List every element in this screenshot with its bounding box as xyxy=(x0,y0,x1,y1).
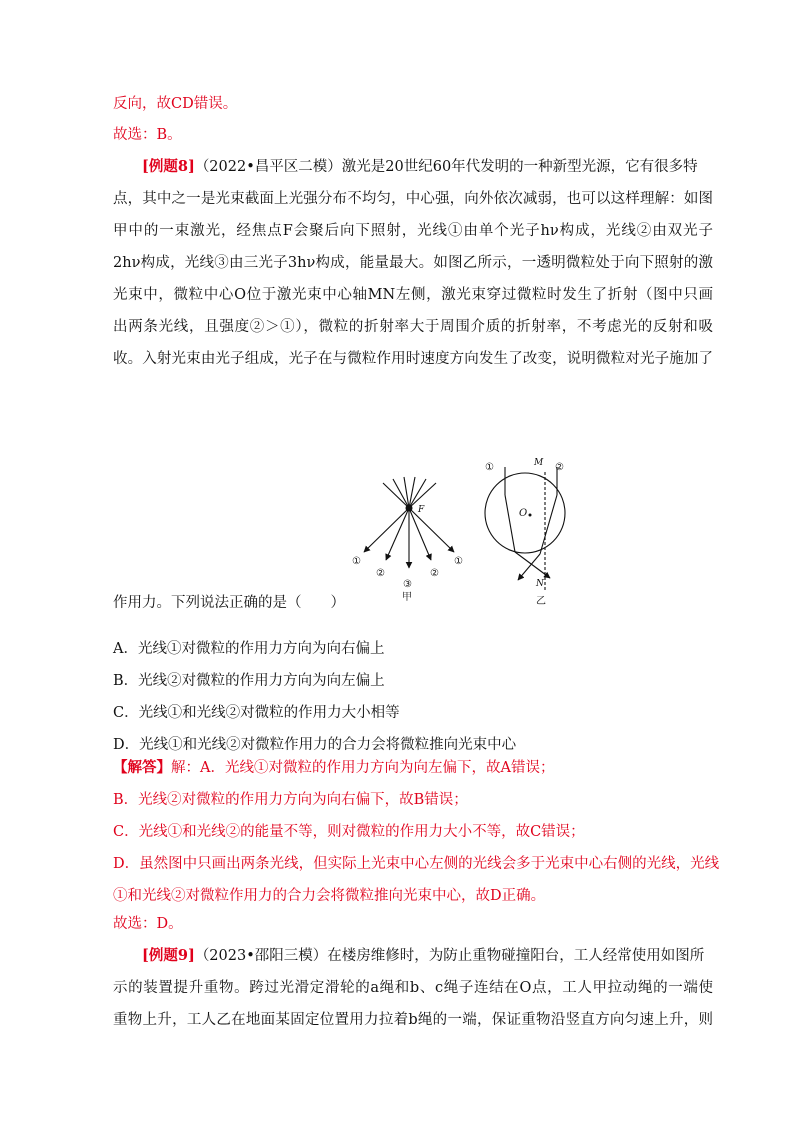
example-tag: [例题8] xyxy=(142,158,195,175)
figure-caption-yi: 乙 xyxy=(536,596,546,607)
focus-point xyxy=(406,505,413,512)
text-line: 收。入射光束由光子组成，光子在与微粒作用时速度方向发生了改变，说明微粒对光子施加了 xyxy=(113,351,713,367)
answer-line: C．光线①和光线②的能量不等，则对微粒的作用力大小不等，故C错误； xyxy=(113,824,585,840)
option-b: B．光线②对微粒的作用力方向为向左偏上 xyxy=(113,673,385,689)
ray-label: ③ xyxy=(403,579,412,590)
example-text: （2022•昌平区二模）激光是20世纪60年代发明的一种新型光源，它有很多特 xyxy=(194,159,698,175)
example-8-heading xyxy=(142,157,698,177)
figure-jia xyxy=(364,477,454,568)
axis-n-label: N xyxy=(536,579,544,589)
option-c: C．光线①和光线②对微粒的作用力大小相等 xyxy=(113,705,400,721)
particle-center xyxy=(529,514,532,517)
text-line: 点，其中之一是光束截面上光强分布不均匀，中心强，向外依次减弱，也可以这样理解：如图 xyxy=(113,191,713,207)
ray-label: ② xyxy=(430,568,439,579)
figure-yi xyxy=(485,467,565,590)
ray-label: ① xyxy=(352,556,361,567)
text-line: 示的装置提升重物。跨过光滑定滑轮的a绳和b、c绳子连结在O点，工人甲拉动绳的一端使 xyxy=(113,980,713,996)
answer-line: D．虽然图中只画出两条光线，但实际上光束中心左侧的光线会多于光束中心右侧的光线，光线 xyxy=(113,856,720,872)
example-9-heading xyxy=(142,946,704,966)
figure-caption-jia: 甲 xyxy=(402,592,412,603)
ray-1-label: ① xyxy=(485,462,494,473)
answer-line: B．光线②对微粒的作用力方向为向右偏下，故B错误； xyxy=(113,792,468,808)
option-d: D．光线①和光线②对微粒作用力的合力会将微粒推向光束中心 xyxy=(113,737,517,753)
ray-2-label: ② xyxy=(555,462,564,473)
ray-label: ① xyxy=(454,556,463,567)
example-tag: [例题9] xyxy=(142,947,195,964)
question-line: 作用力。下列说法正确的是（ ） xyxy=(113,595,345,611)
center-o-label: O xyxy=(519,508,528,519)
text-line: 2hν构成，光线③由三光子3hν构成，能量最大。如图乙所示，一透明微粒处于向下照射的激 xyxy=(113,255,713,271)
answer-choice: 故选：D。 xyxy=(113,916,183,932)
text-line: 故选：B。 xyxy=(113,127,182,143)
focus-label: F xyxy=(418,505,425,515)
option-a: A．光线①对微粒的作用力方向为向右偏上 xyxy=(113,641,385,657)
answer-tag: 【解答】 xyxy=(113,759,171,776)
text-line: 反向，故CD错误。 xyxy=(113,96,238,112)
axis-m-label: M xyxy=(534,458,544,468)
text-line: 甲中的一束激光，经焦点F会聚后向下照射，光线①由单个光子hν构成，光线②由双光子 xyxy=(113,223,713,239)
example-text: （2023•邵阳三模）在楼房维修时，为防止重物碰撞阳台，工人经常使用如图所 xyxy=(194,948,705,964)
text-line: 出两条光线，且强度②＞①），微粒的折射率大于周围介质的折射率，不考虑光的反射和吸 xyxy=(113,319,713,335)
answer-line: ①和光线②对微粒作用力的合力会将微粒推向光束中心，故D正确。 xyxy=(113,888,546,904)
answer-heading xyxy=(113,758,554,778)
text-line: 光束中，微粒中心O位于激光束中心轴MN左侧，激光束穿过微粒时发生了折射（图中只画 xyxy=(113,287,713,303)
ray-label: ② xyxy=(376,568,385,579)
text-line: 重物上升，工人乙在地面某固定位置用力拉着b绳的一端，保证重物沿竖直方向匀速上升，则 xyxy=(113,1012,713,1028)
answer-text: 解：A．光线①对微粒的作用力方向为向左偏下，故A错误； xyxy=(171,760,555,776)
